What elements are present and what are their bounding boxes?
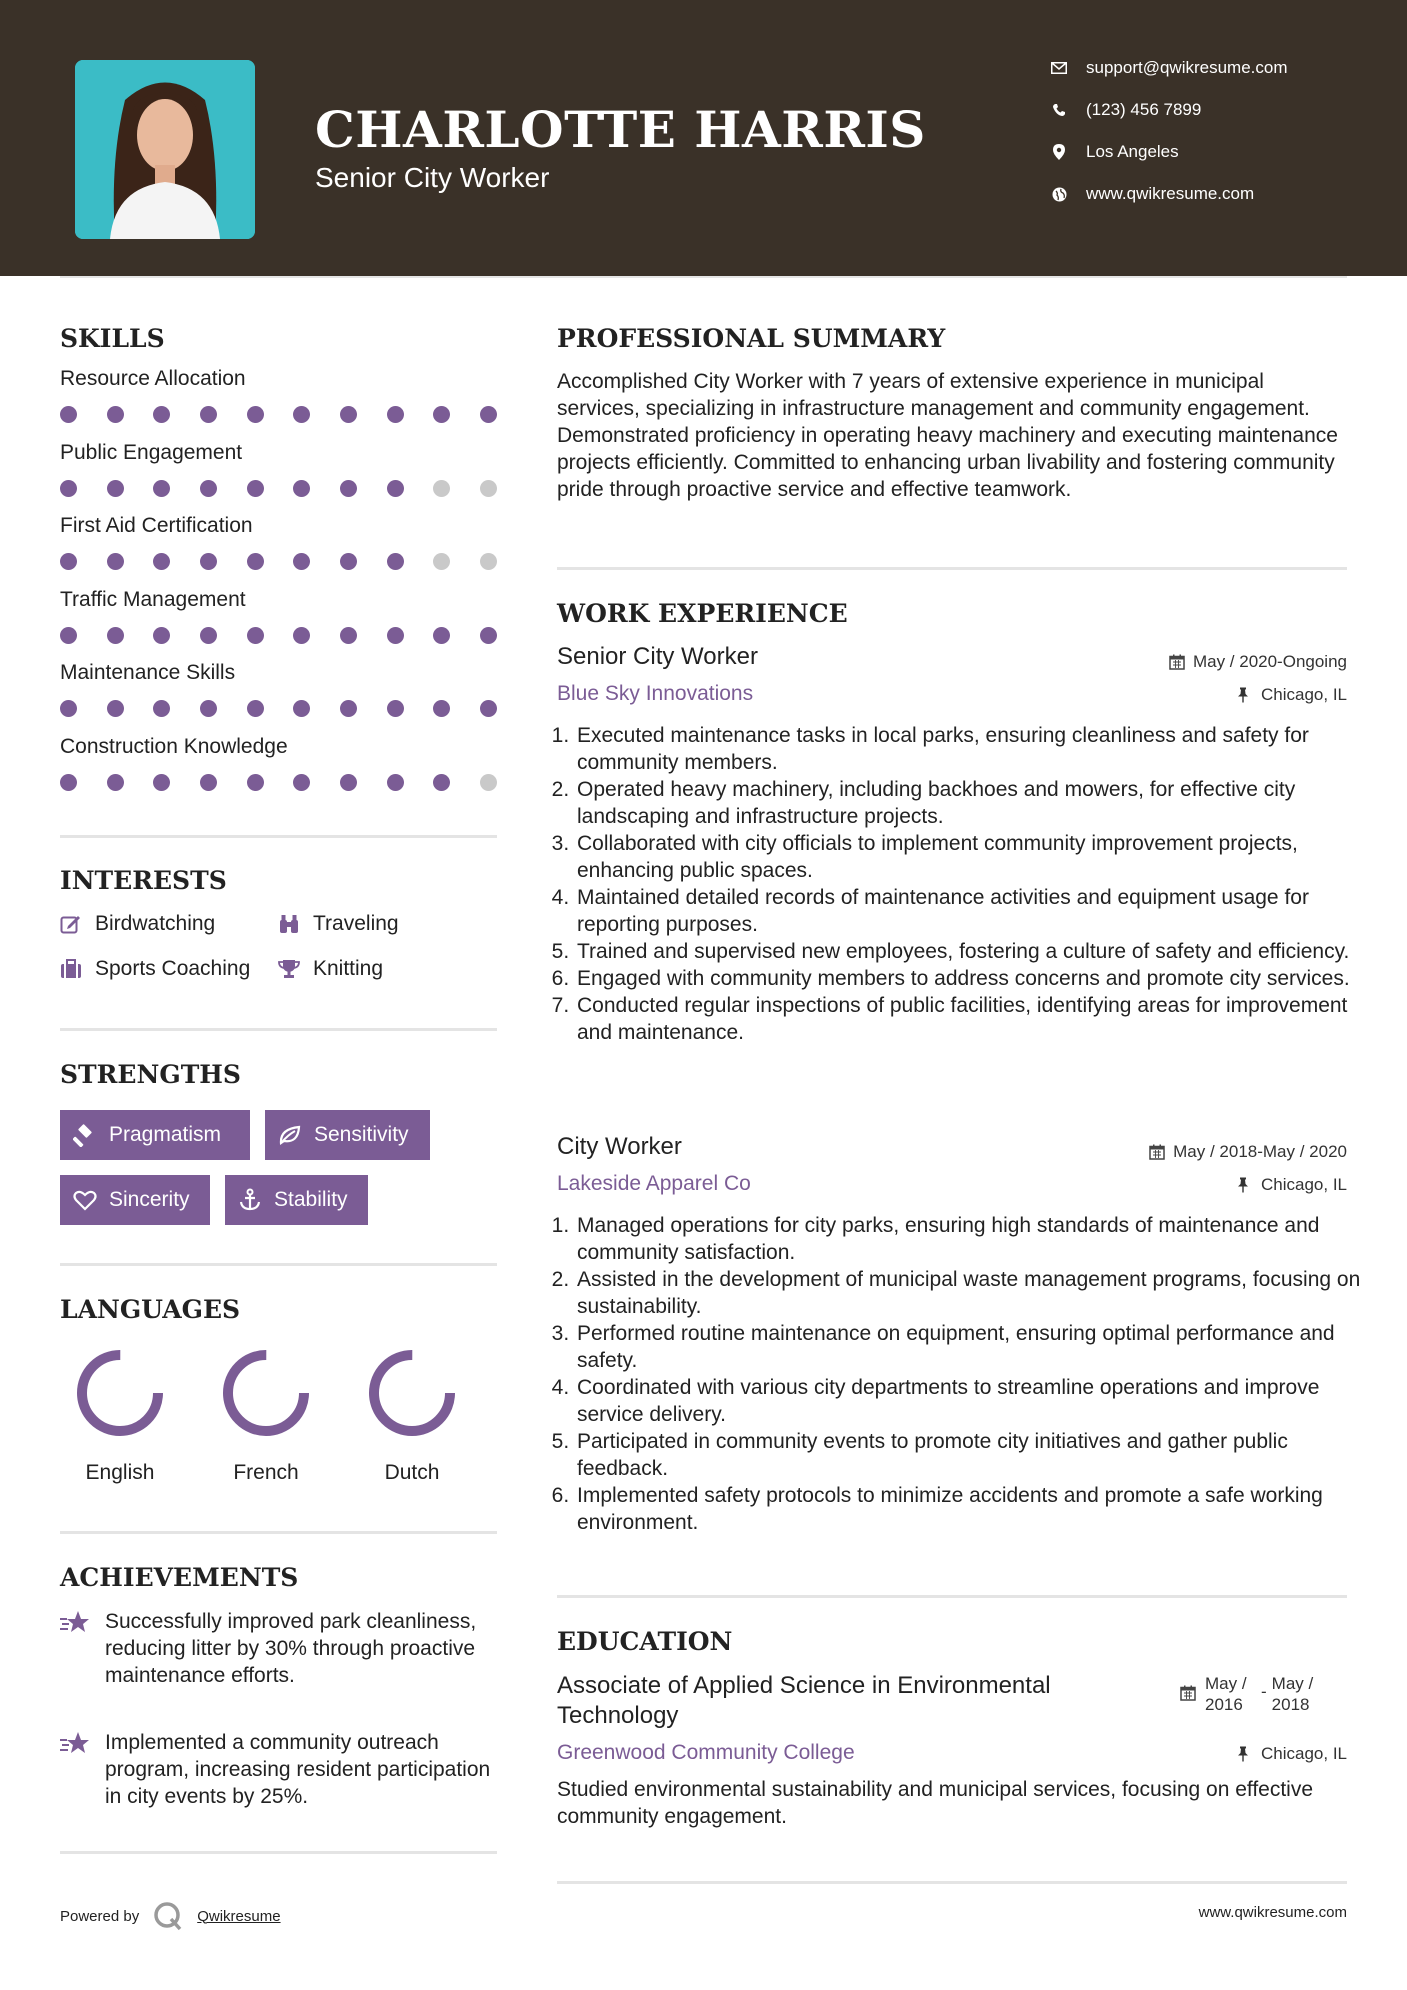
education-location [1237, 1744, 1347, 1764]
rating-dot-filled [433, 406, 450, 423]
phone-icon [1050, 101, 1068, 119]
rating-dot-empty [480, 774, 497, 791]
education-heading: EDUCATION [557, 1627, 733, 1656]
interests-divider [60, 1028, 497, 1031]
job-bullet: 4. Coordinated with various city departments to streamline operations and improve service delivery. [575, 1374, 1365, 1428]
rating-dot-filled [433, 774, 450, 791]
skill-rating [60, 700, 497, 717]
rating-dot-filled [387, 553, 404, 570]
date-separator: - [1261, 1682, 1267, 1701]
language-label: Dutch [384, 1461, 440, 1484]
job-dates [1149, 1142, 1347, 1162]
language-label: French [233, 1461, 299, 1484]
rating-dot-filled [340, 480, 357, 497]
education-start: May / 2016 [1205, 1674, 1247, 1714]
rating-dot-filled [60, 627, 77, 644]
job-bullet: 6. Engaged with community members to address concerns and promote city services. [575, 965, 1365, 992]
contact-location [1050, 142, 1179, 162]
language-gauge [352, 1348, 472, 1438]
job-location-text: Chicago, IL [1261, 1175, 1347, 1194]
interest-label: Traveling [313, 912, 399, 935]
rating-dot-filled [293, 553, 310, 570]
rating-dot-filled [340, 627, 357, 644]
skill-label: Traffic Management [60, 587, 246, 611]
rating-dot-filled [433, 627, 450, 644]
skill-label: Construction Knowledge [60, 734, 288, 758]
rating-dot-filled [247, 774, 264, 791]
skill-rating [60, 480, 497, 497]
strengths-heading: STRENGTHS [60, 1060, 241, 1089]
rating-dot-filled [200, 700, 217, 717]
rating-dot-filled [60, 774, 77, 791]
rating-dot-filled [60, 553, 77, 570]
interest-item [278, 912, 399, 936]
anchor-icon [238, 1188, 262, 1212]
rating-dot-filled [107, 774, 124, 791]
job-bullet: 5. Trained and supervised new employees, fostering a culture of safety and efficiency. [575, 938, 1365, 965]
language-item [60, 1348, 180, 1485]
pin-icon [1237, 687, 1253, 703]
contact-website-text: www.qwikresume.com [1086, 184, 1255, 203]
rating-dot-filled [387, 406, 404, 423]
job-bullet: 3. Collaborated with city officials to implement community improvement projects, enhancing public spaces. [575, 830, 1365, 884]
job-company: Blue Sky Innovations [557, 682, 754, 705]
rating-dot-filled [200, 774, 217, 791]
pencil-square-icon [60, 913, 82, 935]
interest-label: Knitting [313, 957, 384, 980]
rating-dot-filled [387, 700, 404, 717]
gavel-icon [73, 1123, 97, 1147]
rating-dot-filled [153, 627, 170, 644]
powered-by-label: Powered by [60, 1907, 140, 1925]
skill-label: Public Engagement [60, 440, 243, 464]
rating-dot-filled [387, 480, 404, 497]
skill-rating [60, 627, 497, 644]
rating-dot-filled [480, 406, 497, 423]
header-divider [60, 276, 1347, 278]
strengths-divider [60, 1263, 497, 1266]
job-bullet: 6. Implemented safety protocols to minimize accidents and promote a safe working environment. [575, 1482, 1365, 1536]
rating-dot-filled [247, 700, 264, 717]
strength-label: Pragmatism [109, 1123, 222, 1146]
job-location-text: Chicago, IL [1261, 685, 1347, 704]
rating-dot-filled [247, 553, 264, 570]
job-bullet: 1. Executed maintenance tasks in local parks, ensuring cleanliness and safety for community members. [575, 722, 1365, 776]
heart-icon [73, 1188, 97, 1212]
rating-dot-filled [293, 774, 310, 791]
rating-dot-filled [247, 480, 264, 497]
rating-dot-filled [60, 700, 77, 717]
rating-dot-filled [340, 553, 357, 570]
calendar-icon [1180, 1685, 1196, 1701]
rating-dot-filled [433, 700, 450, 717]
contact-phone[interactable] [1050, 100, 1201, 120]
pin-icon [1237, 1177, 1253, 1193]
star-icon [60, 1610, 90, 1636]
job-bullet: 2. Operated heavy machinery, including backhoes and mowers, for effective city landscaping and infrastructure projects. [575, 776, 1365, 830]
strength-tag [60, 1110, 250, 1160]
education-location-text: Chicago, IL [1261, 1744, 1347, 1763]
skill-label: First Aid Certification [60, 514, 253, 537]
education-degree: Associate of Applied Science in Environmental Technology [557, 1672, 1051, 1729]
language-gauge-arc [228, 1355, 304, 1431]
achievements-heading: ACHIEVEMENTS [60, 1563, 299, 1592]
rating-dot-filled [293, 627, 310, 644]
contact-website[interactable] [1050, 184, 1254, 204]
calendar-icon [1149, 1144, 1165, 1160]
rating-dot-filled [387, 627, 404, 644]
job-bullets [557, 722, 1365, 1046]
education-dates [1180, 1673, 1320, 1715]
rating-dot-filled [107, 406, 124, 423]
envelope-icon [1050, 59, 1068, 77]
skill-rating [60, 774, 497, 791]
star-icon [60, 1731, 90, 1757]
rating-dot-filled [153, 553, 170, 570]
job-dates-text: May / 2018-May / 2020 [1173, 1142, 1347, 1161]
rating-dot-filled [340, 774, 357, 791]
language-gauge-arc [82, 1355, 158, 1431]
rating-dot-empty [433, 480, 450, 497]
rating-dot-filled [340, 700, 357, 717]
contact-email[interactable] [1050, 58, 1288, 78]
language-item [352, 1348, 472, 1485]
education-description: Studied environmental sustainability and municipal services, focusing on effective community engagement. [557, 1778, 1314, 1828]
rating-dot-empty [480, 553, 497, 570]
rating-dot-empty [433, 553, 450, 570]
job-bullet: 1. Managed operations for city parks, ensuring high standards of maintenance and community satisfaction. [575, 1212, 1365, 1266]
globe-icon [1050, 185, 1068, 203]
profile-photo [75, 60, 255, 239]
strength-label: Stability [274, 1188, 348, 1211]
qwikresume-logo-icon [153, 1901, 183, 1931]
rating-dot-filled [293, 480, 310, 497]
rating-dot-filled [153, 774, 170, 791]
job-bullet: 2. Assisted in the development of municipal waste management programs, focusing on sustainability. [575, 1266, 1365, 1320]
rating-dot-filled [107, 700, 124, 717]
rating-dot-filled [200, 627, 217, 644]
rating-dot-filled [107, 480, 124, 497]
job-location [1237, 1175, 1347, 1195]
interest-item [60, 957, 250, 981]
strength-tag [265, 1110, 430, 1160]
rating-dot-filled [60, 406, 77, 423]
job-bullet: 5. Participated in community events to promote city initiatives and gather public feedback. [575, 1428, 1365, 1482]
language-label: English [85, 1461, 155, 1484]
achievement-item [60, 1608, 497, 1689]
rating-dot-filled [200, 553, 217, 570]
rating-dot-filled [340, 406, 357, 423]
summary-text: Accomplished City Worker with 7 years of extensive experience in municipal services, specializing in infrastructure management and community engagement. Demonstrated proficiency in operating heavy machinery and executing maintenance projects efficiently. Committed to enhancing urban livability and fostering community pride through proactive service and effective teamwork. [557, 370, 1338, 501]
summary-divider [557, 567, 1347, 570]
rating-dot-filled [247, 627, 264, 644]
strength-label: Sincerity [109, 1188, 190, 1211]
rating-dot-filled [480, 627, 497, 644]
rating-dot-filled [60, 480, 77, 497]
contact-location-text: Los Angeles [1086, 142, 1179, 161]
achievements-divider [60, 1851, 497, 1854]
achievement-item [60, 1729, 497, 1810]
language-gauge [206, 1348, 326, 1438]
candidate-title: Senior City Worker [315, 162, 550, 193]
job-company: Lakeside Apparel Co [557, 1172, 751, 1195]
job-dates-text: May / 2020-Ongoing [1192, 652, 1347, 671]
footer-powered-by [60, 1901, 281, 1931]
education-end: May / 2018 [1271, 1674, 1314, 1714]
trophy-icon [278, 958, 300, 980]
job-bullet: 7. Conducted regular inspections of public facilities, identifying areas for improvement and maintenance. [575, 992, 1365, 1046]
achievement-text: Implemented a community outreach program, increasing resident participation in city events by 25%. [105, 1731, 491, 1808]
job-title: City Worker [557, 1133, 682, 1160]
education-divider [557, 1881, 1347, 1884]
strength-tag [225, 1175, 368, 1225]
skills-heading: SKILLS [60, 324, 165, 353]
summary-heading: PROFESSIONAL SUMMARY [557, 324, 946, 353]
language-gauge-arc [374, 1355, 450, 1431]
rating-dot-filled [153, 406, 170, 423]
job-bullet: 4. Maintained detailed records of maintenance activities and equipment usage for reporting purposes. [575, 884, 1365, 938]
leaf-icon [278, 1123, 302, 1147]
experience-heading: WORK EXPERIENCE [557, 599, 848, 628]
rating-dot-filled [153, 480, 170, 497]
rating-dot-filled [247, 406, 264, 423]
interest-label: Birdwatching [95, 912, 216, 935]
rating-dot-filled [107, 627, 124, 644]
experience-divider [557, 1595, 1347, 1598]
pin-icon [1237, 1746, 1253, 1762]
rating-dot-filled [200, 406, 217, 423]
binoculars-icon [278, 913, 300, 935]
interest-item [278, 957, 383, 981]
job-title: Senior City Worker [557, 643, 758, 670]
contact-phone-text: (123) 456 7899 [1086, 100, 1202, 119]
language-gauge [60, 1348, 180, 1438]
job-dates [1169, 652, 1347, 672]
education-school: Greenwood Community College [557, 1741, 855, 1764]
calendar-icon [1169, 654, 1185, 670]
qwikresume-link[interactable]: Qwikresume [197, 1907, 281, 1925]
rating-dot-filled [293, 700, 310, 717]
map-marker-icon [1050, 143, 1068, 161]
skill-rating [60, 406, 497, 423]
rating-dot-filled [387, 774, 404, 791]
rating-dot-filled [107, 553, 124, 570]
rating-dot-empty [480, 480, 497, 497]
rating-dot-filled [480, 700, 497, 717]
skill-rating [60, 553, 497, 570]
interest-label: Sports Coaching [95, 957, 251, 980]
job-bullets [557, 1212, 1365, 1536]
achievement-text: Successfully improved park cleanliness, reducing litter by 30% through proactive maintenance efforts. [105, 1610, 477, 1687]
strength-label: Sensitivity [314, 1123, 409, 1146]
skills-divider [60, 835, 497, 838]
rating-dot-filled [153, 700, 170, 717]
languages-divider [60, 1531, 497, 1534]
interest-item [60, 912, 215, 936]
skill-label: Maintenance Skills [60, 661, 236, 684]
job-location [1237, 685, 1347, 705]
contact-email-text: support@qwikresume.com [1086, 58, 1288, 77]
header-banner [0, 0, 1407, 276]
language-item [206, 1348, 326, 1485]
candidate-name: CHARLOTTE HARRIS [315, 100, 926, 159]
interests-heading: INTERESTS [60, 866, 227, 895]
skill-label: Resource Allocation [60, 367, 246, 390]
rating-dot-filled [293, 406, 310, 423]
briefcase-icon [60, 958, 82, 980]
footer-website[interactable]: www.qwikresume.com [1198, 1904, 1347, 1921]
rating-dot-filled [200, 480, 217, 497]
job-bullet: 3. Performed routine maintenance on equipment, ensuring optimal performance and safety. [575, 1320, 1365, 1374]
languages-heading: LANGUAGES [60, 1295, 241, 1324]
strength-tag [60, 1175, 210, 1225]
